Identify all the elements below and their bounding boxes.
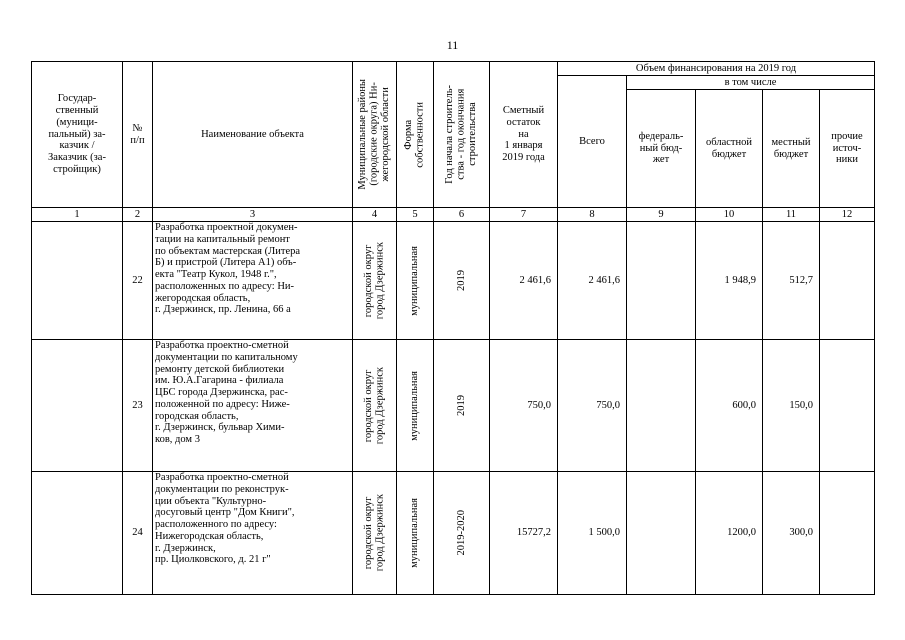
cell-ownership: муниципальная xyxy=(397,340,434,472)
header-including: в том числе xyxy=(627,76,875,90)
cell-local: 512,7 xyxy=(763,222,820,340)
cell-years: 2019-2020 xyxy=(434,472,490,595)
table-row xyxy=(32,472,875,595)
cell-district: городской округ город Дзержинск xyxy=(353,472,397,595)
column-number: 9 xyxy=(627,208,696,222)
cell-total: 750,0 xyxy=(558,340,627,472)
cell-customer xyxy=(32,472,123,595)
header-federal: федераль- ный бюд- жет xyxy=(627,90,696,208)
cell-customer xyxy=(32,222,123,340)
header-other: прочие источ- ники xyxy=(820,90,875,208)
cell-years: 2019 xyxy=(434,340,490,472)
table-row xyxy=(32,222,875,340)
header-customer: Государ- ственный (муници- пальный) за- казчик / Заказчик (за- стройщик) xyxy=(32,62,123,208)
column-number-row xyxy=(32,208,875,222)
cell-local: 150,0 xyxy=(763,340,820,472)
cell-regional: 1 948,9 xyxy=(696,222,763,340)
cell-federal xyxy=(627,340,696,472)
cell-balance: 15727,2 xyxy=(490,472,558,595)
cell-object: Разработка проектной докумен- тации на капитальный ремонт по объектам мастерская (Литера Б) и пристрой (Литера А1) объ- екта "Театр Кукол, 1948 г.", расположенных по адресу: Ни- жегородская область, г. Дзержинск, пр. Ленина, 66 а xyxy=(153,222,353,340)
table-row xyxy=(32,340,875,472)
header-num: № п/п xyxy=(123,62,153,208)
column-number: 8 xyxy=(558,208,627,222)
cell-total: 1 500,0 xyxy=(558,472,627,595)
header-regional: областной бюджет xyxy=(696,90,763,208)
cell-ownership: муниципальная xyxy=(397,222,434,340)
cell-num: 23 xyxy=(123,340,153,472)
header-funding-group: Объем финансирования на 2019 год xyxy=(558,62,875,76)
column-number: 10 xyxy=(696,208,763,222)
header-object: Наименование объекта xyxy=(153,62,353,208)
cell-balance: 2 461,6 xyxy=(490,222,558,340)
cell-other xyxy=(820,222,875,340)
column-number: 4 xyxy=(353,208,397,222)
cell-balance: 750,0 xyxy=(490,340,558,472)
cell-local: 300,0 xyxy=(763,472,820,595)
column-number: 2 xyxy=(123,208,153,222)
header-balance: Сметный остаток на 1 января 2019 года xyxy=(490,62,558,208)
column-number: 12 xyxy=(820,208,875,222)
financing-table xyxy=(31,61,875,595)
cell-district: городской округ город Дзержинск xyxy=(353,222,397,340)
header-total: Всего xyxy=(558,76,627,208)
header-years: Год начала строитель- ства - год окончания строительства xyxy=(434,62,490,208)
header-ownership: Форма собственности xyxy=(397,62,434,208)
cell-years: 2019 xyxy=(434,222,490,340)
cell-customer xyxy=(32,340,123,472)
cell-num: 22 xyxy=(123,222,153,340)
cell-regional: 1200,0 xyxy=(696,472,763,595)
column-number: 1 xyxy=(32,208,123,222)
cell-federal xyxy=(627,472,696,595)
cell-object: Разработка проектно-сметной документации по реконструк- ции объекта "Культурно- досуговый центр "Дом Книги", расположенного по адресу: Нижегородская область, г. Дзержинск, пр. Циолковского, д. 21 г" xyxy=(153,472,353,595)
cell-total: 2 461,6 xyxy=(558,222,627,340)
column-number: 11 xyxy=(763,208,820,222)
cell-ownership: муниципальная xyxy=(397,472,434,595)
cell-regional: 600,0 xyxy=(696,340,763,472)
cell-num: 24 xyxy=(123,472,153,595)
header-local: местный бюджет xyxy=(763,90,820,208)
cell-federal xyxy=(627,222,696,340)
cell-object: Разработка проектно-сметной документации по капитальному ремонту детской библиотеки им. Ю.А.Гагарина - филиала ЦБС города Дзержинска, рас- положенной по адресу: Ниже- городская область, г. Дзержинск, бульвар Хими- ков, дом 3 xyxy=(153,340,353,472)
cell-other xyxy=(820,340,875,472)
column-number: 5 xyxy=(397,208,434,222)
column-number: 6 xyxy=(434,208,490,222)
column-number: 7 xyxy=(490,208,558,222)
cell-district: городской округ город Дзержинск xyxy=(353,340,397,472)
column-number: 3 xyxy=(153,208,353,222)
cell-other xyxy=(820,472,875,595)
header-district: Муниципальные районы (городские округа) Ни- жегородской области xyxy=(353,62,397,208)
page-number: 11 xyxy=(446,38,459,52)
